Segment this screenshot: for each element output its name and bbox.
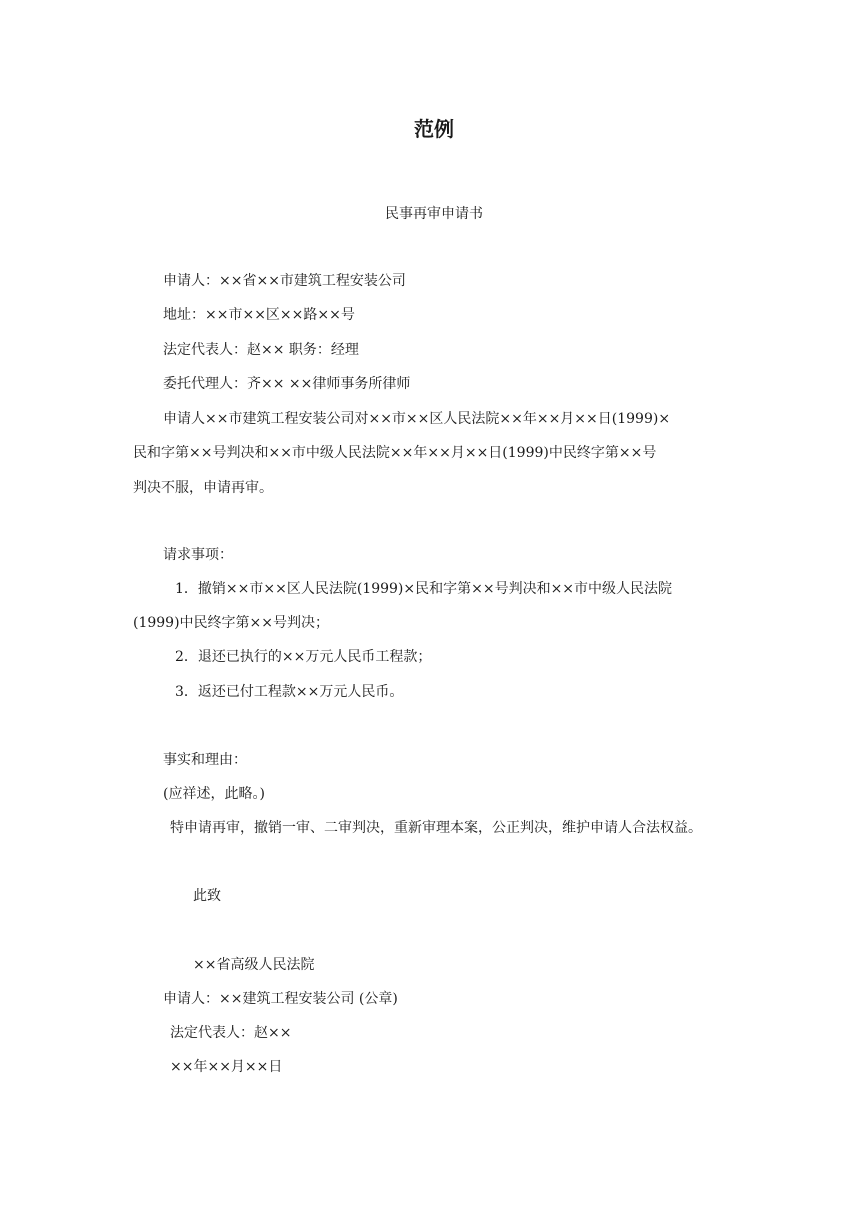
request-item: 3．返还已付工程款××万元人民币。 [175, 684, 404, 700]
request-item: 2．退还已执行的××万元人民币工程款； [175, 649, 432, 665]
intro-line: 民和字第××号判决和××市中级人民法院××年××月××日(1999)中民终字第××号 [133, 445, 657, 461]
document-subtitle: 民事再审申请书 [385, 206, 483, 222]
facts-statement: 特申请再审，撤销一审、二审判决，重新审理本案，公正判决，维护申请人合法权益。 [170, 820, 702, 836]
intro-line: 申请人××市建筑工程安装公司对××市××区人民法院××年××月××日(1999)× [163, 411, 671, 427]
signature-date: ××年××月××日 [170, 1059, 283, 1075]
document-heading: 范例 [414, 117, 454, 141]
intro-line: 判决不服，申请再审。 [133, 480, 273, 496]
legal-rep-line: 法定代表人：赵×× 职务：经理 [163, 342, 359, 358]
agent-line: 委托代理人：齐×× ××律师事务所律师 [163, 376, 411, 392]
address-line: 地址：××市××区××路××号 [163, 307, 355, 323]
request-item: (1999)中民终字第××号判决； [133, 615, 330, 631]
applicant-line: 申请人：××省××市建筑工程安装公司 [163, 273, 406, 289]
legal-rep-signature: 法定代表人：赵×× [170, 1025, 292, 1041]
facts-note: (应祥述，此略。) [163, 786, 265, 802]
court-name: ××省高级人民法院 [193, 957, 315, 973]
salutation: 此致 [193, 888, 221, 904]
requests-heading: 请求事项： [163, 547, 233, 563]
facts-heading: 事实和理由： [163, 752, 247, 768]
applicant-signature: 申请人：××建筑工程安装公司 (公章) [163, 991, 398, 1007]
request-item: 1．撤销××市××区人民法院(1999)×民和字第××号判决和××市中级人民法院 [175, 581, 673, 597]
